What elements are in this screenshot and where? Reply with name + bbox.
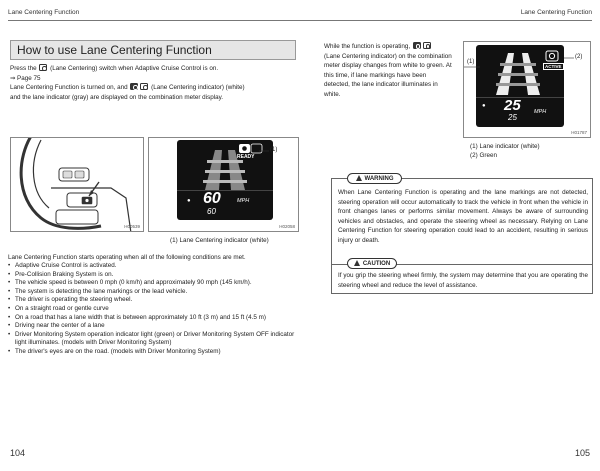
caution-triangle-icon bbox=[354, 260, 360, 266]
page-number-right: 105 bbox=[574, 448, 590, 458]
intro-line4: and the lane indicator (gray) are displayed on the combination meter display. bbox=[10, 93, 224, 101]
intro-line3-b: (Lane Centering indicator) (white) bbox=[151, 84, 245, 92]
speed-unit: MPH bbox=[237, 198, 250, 204]
list-item: • Driver Monitoring System operation indicator light (green) or Driver Monitoring System OFF indicator light illuminates. (models with Driver Monitoring System) bbox=[8, 331, 298, 348]
callout-label-2: (2) bbox=[575, 54, 583, 60]
operating-line6: white. bbox=[324, 90, 341, 98]
operating-line3: meter display changes from white to green. At bbox=[324, 62, 452, 70]
speed-readout: 25 bbox=[504, 97, 521, 114]
operating-line1: While the function is operating, bbox=[324, 43, 411, 50]
caution-badge bbox=[347, 258, 397, 269]
running-header-right: Lane Centering Function bbox=[520, 9, 592, 16]
conditions-list bbox=[8, 262, 298, 357]
header-rule bbox=[8, 20, 592, 21]
callout-label: (1) bbox=[270, 147, 278, 153]
figure-code: H00539 bbox=[124, 224, 140, 229]
warning-label: WARNING bbox=[364, 176, 394, 182]
warning-text: When Lane Centering Function is operating and the lane markings are not detected, steering operation will occur automatically to track the vehicle in front when the vehicle in front changes lanes or performs similar movement. Always be aware of surrounding vehicles and obstacles, and operate the steering wheel as necessary. Relying on Lane Centering Function for steering operation could lead to an accident, resulting in serious injury or death. bbox=[338, 189, 588, 244]
active-meter-figure bbox=[463, 41, 591, 138]
intro-line3-a: Lane Centering Function is turned on, and bbox=[10, 84, 128, 92]
operating-text bbox=[324, 42, 461, 100]
steering-wheel-illustration bbox=[11, 138, 144, 232]
lane-centering-indicator-icon bbox=[130, 83, 138, 90]
page-number-left: 104 bbox=[10, 448, 26, 458]
speed-unit: MPH bbox=[534, 109, 547, 115]
lane-centering-switch-icon bbox=[39, 64, 47, 71]
warning-badge bbox=[347, 173, 402, 184]
operating-line2: (Lane Centering indicator) on the combination bbox=[324, 52, 452, 60]
ready-status: READY bbox=[237, 154, 255, 160]
list-item: • The vehicle speed is between 0 mph (0 km/h) and approximately 90 mph (145 km/h). bbox=[8, 279, 298, 288]
list-item: • On a road that has a lane width that is between approximately 10 ft (3 m) and 15 ft (4.5 m) bbox=[8, 314, 298, 323]
intro-text bbox=[10, 64, 300, 102]
list-item: • Pre-Collision Braking System is on. bbox=[8, 271, 298, 280]
running-header-left: Lane Centering Function bbox=[8, 9, 80, 16]
list-item: • On a straight road or gentle curve bbox=[8, 305, 298, 314]
driver-monitor-icon: ● bbox=[482, 103, 486, 109]
figure-code: H02058 bbox=[279, 224, 295, 229]
conditions-intro: Lane Centering Function starts operating when all of the following conditions are met. bbox=[8, 254, 246, 261]
caution-text: If you grip the steering wheel firmly, the system may determine that you are operating the steering wheel and reduce the level of assistance. bbox=[338, 272, 588, 289]
set-speed-readout: 60 bbox=[207, 207, 216, 216]
section-title: How to use Lane Centering Function bbox=[10, 40, 296, 60]
meter-display-figure bbox=[148, 137, 299, 232]
callout-label-1: (1) bbox=[467, 59, 475, 65]
figure-legend bbox=[470, 142, 540, 160]
legend-item-2: (2) Green bbox=[470, 152, 497, 159]
caution-label: CAUTION bbox=[362, 261, 391, 267]
intro-line1-b: (Lane Centering) switch when Adaptive Cruise Control is on. bbox=[50, 65, 219, 72]
lane-centering-indicator-icon bbox=[413, 42, 421, 49]
meter-caption: (1) Lane Centering indicator (white) bbox=[170, 237, 269, 244]
active-status: ACTIVE bbox=[545, 64, 562, 69]
page-reference-link[interactable]: ⇒ Page 75 bbox=[10, 74, 41, 82]
list-item: • The driver's eyes are on the road. (models with Driver Monitoring System) bbox=[8, 348, 298, 357]
operating-line4: this time, if lane markings have been bbox=[324, 71, 427, 79]
legend-item-1: (1) Lane indicator (white) bbox=[470, 143, 540, 150]
steering-wheel-figure bbox=[10, 137, 144, 232]
operating-line5: detected, the lane indicator illuminates in bbox=[324, 81, 438, 89]
list-item: • The driver is operating the steering wheel. bbox=[8, 296, 298, 305]
warning-triangle-icon bbox=[356, 175, 362, 181]
driver-monitor-icon: ● bbox=[187, 198, 191, 204]
lane-centering-indicator-icon-alt bbox=[140, 83, 148, 90]
figure-code: H01787 bbox=[571, 130, 587, 135]
callout-lines bbox=[464, 42, 591, 138]
warning-box bbox=[331, 178, 593, 265]
list-item: • Adaptive Cruise Control is activated. bbox=[8, 262, 298, 271]
lane-centering-indicator-icon-alt bbox=[423, 42, 431, 49]
speed-readout: 60 bbox=[203, 190, 221, 207]
set-speed-readout: 25 bbox=[508, 113, 517, 122]
list-item: • Driving near the center of a lane bbox=[8, 322, 298, 331]
intro-line1-a: Press the bbox=[10, 65, 37, 72]
list-item: • The system is detecting the lane markings or the lead vehicle. bbox=[8, 288, 298, 297]
